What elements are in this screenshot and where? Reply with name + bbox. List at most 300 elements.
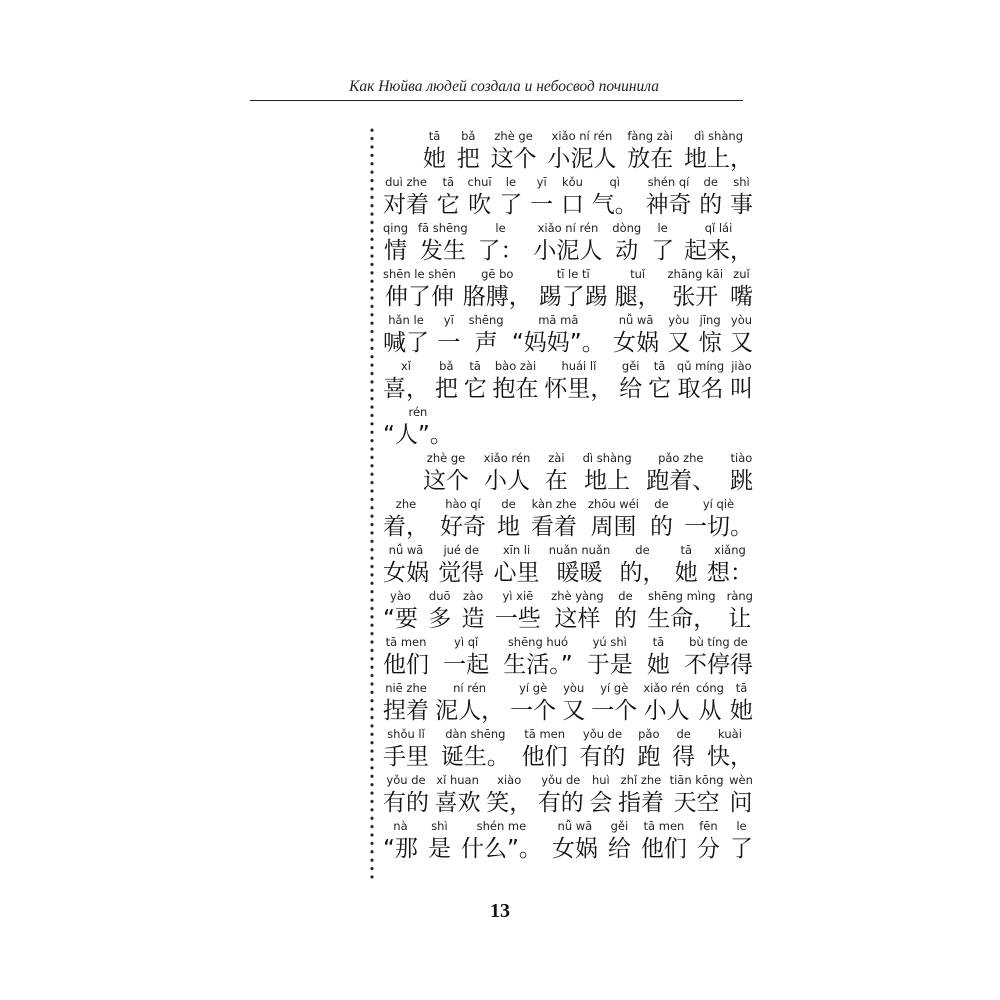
ruby-segment xyxy=(651,222,674,268)
pinyin-text: tā xyxy=(735,681,748,695)
hanzi-text: 小人 xyxy=(643,698,690,724)
pinyin-text: pǎo xyxy=(638,727,660,741)
ruby-segment xyxy=(668,268,724,314)
hanzi-text: 他们 xyxy=(521,744,568,770)
pinyin-text: yòu xyxy=(730,313,753,327)
hanzi-text: 有的 xyxy=(579,744,626,770)
hanzi-text: 让 xyxy=(728,606,752,632)
ruby-segment xyxy=(614,590,637,636)
hanzi-text: 又 xyxy=(729,330,753,356)
hanzi-text: 抱在 xyxy=(492,376,539,402)
pinyin-text: nǚ wā xyxy=(388,543,424,557)
ruby-segment xyxy=(497,498,520,544)
ruby-segment xyxy=(672,728,695,774)
pinyin-text: shēng huó xyxy=(507,635,569,649)
ruby-segment xyxy=(462,590,485,636)
pinyin-text: nuǎn nuǎn xyxy=(548,543,611,557)
hanzi-text: 看着 xyxy=(531,514,577,540)
ruby-segment xyxy=(530,176,553,222)
pinyin-text: fēn xyxy=(699,819,718,833)
pinyin-text: shēn le shēn xyxy=(383,267,456,281)
pinyin-text: dì shàng xyxy=(693,129,744,143)
pinyin-text: yī xyxy=(536,175,547,189)
ruby-segment xyxy=(383,682,429,728)
pinyin-text: duō xyxy=(428,589,451,603)
text-line xyxy=(383,820,753,866)
ruby-segment xyxy=(499,176,522,222)
hanzi-text: 一个 xyxy=(510,698,557,724)
hanzi-text: 的， xyxy=(619,560,666,586)
hanzi-text: 腿， xyxy=(614,284,661,310)
ruby-segment xyxy=(608,820,631,866)
pinyin-text: xǐ xyxy=(400,359,411,373)
hanzi-text: 吹 xyxy=(468,192,492,218)
ruby-segment xyxy=(495,590,541,636)
hanzi-text: 气。 xyxy=(591,192,638,218)
ruby-segment xyxy=(615,268,661,314)
pinyin-text: de xyxy=(676,727,691,741)
hanzi-text: 地上 xyxy=(584,468,631,494)
ruby-segment xyxy=(647,636,670,682)
pinyin-text: jiào xyxy=(731,359,752,373)
ruby-segment xyxy=(538,774,584,820)
pinyin-text: tā xyxy=(428,129,441,143)
hanzi-text: 小人 xyxy=(483,468,530,494)
hanzi-text: 着， xyxy=(383,514,429,540)
pinyin-text: tiào xyxy=(730,451,753,465)
ruby-segment xyxy=(730,176,753,222)
pinyin-text: de xyxy=(618,589,633,603)
hanzi-text: 了 xyxy=(651,238,675,264)
hanzi-text: 跑着、 xyxy=(646,468,716,494)
hanzi-text: 跑 xyxy=(637,744,661,770)
ruby-segment xyxy=(457,130,480,176)
hanzi-text: 于是 xyxy=(586,652,633,678)
hanzi-text: 一个 xyxy=(591,698,638,724)
ruby-segment xyxy=(697,820,720,866)
ruby-segment xyxy=(383,360,429,406)
ruby-segment xyxy=(522,728,568,774)
ruby-segment xyxy=(428,590,451,636)
hanzi-text: 口 xyxy=(560,192,584,218)
pinyin-text: de xyxy=(703,175,718,189)
ruby-segment xyxy=(539,268,608,314)
pinyin-text: niē zhe xyxy=(385,681,427,695)
hanzi-text: 的 xyxy=(613,606,637,632)
ruby-segment xyxy=(645,176,691,222)
ruby-segment xyxy=(545,452,568,498)
ruby-segment xyxy=(729,774,753,820)
pinyin-text: qì xyxy=(609,175,620,189)
pinyin-text: wèn xyxy=(729,773,753,787)
ruby-segment xyxy=(383,406,453,452)
hanzi-text: 起来， xyxy=(683,238,753,264)
text-line xyxy=(383,314,753,360)
ruby-segment xyxy=(684,636,753,682)
ruby-segment xyxy=(383,222,408,268)
ruby-segment xyxy=(592,176,638,222)
ruby-segment xyxy=(383,314,429,360)
ruby-segment xyxy=(637,728,660,774)
pinyin-text: le xyxy=(495,221,506,235)
pinyin-text: dàn shēng xyxy=(445,727,506,741)
pinyin-text: pǎo zhe xyxy=(658,451,704,465)
ruby-segment xyxy=(510,682,556,728)
hanzi-text: 多 xyxy=(428,606,452,632)
text-line xyxy=(383,452,753,498)
pinyin-text: gē bo xyxy=(481,267,514,281)
hanzi-text: 心里 xyxy=(493,560,540,586)
pinyin-text: yì xiē xyxy=(502,589,534,603)
pinyin-text: mā mā xyxy=(538,313,579,327)
ruby-segment xyxy=(677,360,724,406)
hanzi-text: 捏着 xyxy=(383,698,429,724)
pinyin-text: yǒu de xyxy=(386,773,426,787)
ruby-segment xyxy=(551,590,604,636)
hanzi-text: 他们 xyxy=(383,652,429,678)
pinyin-text: bào zài xyxy=(494,359,537,373)
ruby-segment xyxy=(730,360,753,406)
hanzi-text: 指着 xyxy=(617,790,664,816)
ruby-segment xyxy=(618,774,664,820)
running-title: Как Нюйва людей создала и небосвод починила xyxy=(349,78,659,95)
hanzi-text: 放在 xyxy=(627,146,674,172)
hanzi-text: 什么”。 xyxy=(460,836,542,862)
pinyin-text: tī le tī xyxy=(556,267,590,281)
pinyin-text: xiào xyxy=(497,773,522,787)
ruby-segment xyxy=(684,130,753,176)
ruby-segment xyxy=(667,314,690,360)
hanzi-text: 生命， xyxy=(647,606,717,632)
text-line xyxy=(383,130,753,176)
ruby-segment xyxy=(438,544,484,590)
pinyin-text: chuī xyxy=(467,175,492,189)
hanzi-text: 踢了踢 xyxy=(538,284,608,310)
ruby-segment xyxy=(613,314,659,360)
ruby-segment xyxy=(486,774,532,820)
hanzi-text: 它 xyxy=(648,376,672,402)
pinyin-text: zhāng kāi xyxy=(667,267,724,281)
pinyin-text: fàng zài xyxy=(627,129,673,143)
hanzi-text: 了： xyxy=(477,238,524,264)
hanzi-text: 事 xyxy=(730,192,753,218)
pinyin-text: le xyxy=(657,221,668,235)
hanzi-text: 的 xyxy=(649,514,673,540)
ruby-segment xyxy=(383,590,418,636)
pinyin-text: bù tíng de xyxy=(689,635,748,649)
pinyin-text: shén qí xyxy=(647,175,690,189)
hanzi-text: 发生 xyxy=(419,238,466,264)
hanzi-text: 他们 xyxy=(640,836,687,862)
ruby-segment xyxy=(675,544,698,590)
ruby-segment xyxy=(437,176,460,222)
hanzi-text: 把 xyxy=(456,146,480,172)
hanzi-text: 它 xyxy=(463,376,487,402)
text-line xyxy=(383,774,753,820)
pinyin-text: yí qiè xyxy=(702,497,735,511)
hanzi-text: 生活。” xyxy=(503,652,573,678)
pinyin-text: zhǐ zhe xyxy=(620,773,662,787)
ruby-segment xyxy=(727,590,753,636)
ruby-segment xyxy=(531,498,577,544)
hanzi-text: 快， xyxy=(706,744,753,770)
hanzi-text: 有的 xyxy=(383,790,429,816)
hanzi-text: “那 xyxy=(383,836,418,862)
ruby-segment xyxy=(435,774,481,820)
pinyin-text: shēng mìng xyxy=(648,589,716,603)
ruby-segment xyxy=(383,498,429,544)
ruby-segment xyxy=(437,314,460,360)
pinyin-text: xiǎng xyxy=(714,543,746,557)
pinyin-text: kuài xyxy=(718,727,742,741)
pinyin-text: xīn li xyxy=(502,543,531,557)
ruby-segment xyxy=(552,820,598,866)
text-line xyxy=(383,222,753,268)
text-line xyxy=(383,636,753,682)
pinyin-text: shǒu lǐ xyxy=(387,727,425,741)
ruby-segment xyxy=(493,360,539,406)
ruby-segment xyxy=(684,498,753,544)
hanzi-text: 天空 xyxy=(673,790,720,816)
ruby-segment xyxy=(643,682,690,728)
hanzi-text: 怀里， xyxy=(544,376,614,402)
hanzi-text: 一些 xyxy=(494,606,541,632)
ruby-segment xyxy=(707,728,753,774)
hanzi-text: 的 xyxy=(699,192,723,218)
ruby-segment xyxy=(547,130,616,176)
text-line xyxy=(383,544,753,590)
pinyin-text: zuǐ xyxy=(733,267,750,281)
pinyin-text: yòu xyxy=(563,681,585,695)
hanzi-text: 她 xyxy=(674,560,698,586)
ruby-segment xyxy=(648,360,671,406)
pinyin-text: dòng xyxy=(612,221,642,235)
pinyin-text: yì qǐ xyxy=(454,635,479,649)
ruby-segment xyxy=(484,452,531,498)
ruby-segment xyxy=(383,820,418,866)
ruby-segment xyxy=(647,590,716,636)
pinyin-text: tuǐ xyxy=(630,267,646,281)
ruby-segment xyxy=(441,728,510,774)
pinyin-text: zhe xyxy=(395,497,417,511)
pinyin-text: tā men xyxy=(385,635,427,649)
ruby-segment xyxy=(707,544,753,590)
pinyin-text: bǎ xyxy=(439,359,454,373)
ruby-segment xyxy=(612,222,641,268)
ruby-segment xyxy=(383,544,429,590)
hanzi-text: 胳膊， xyxy=(462,284,532,310)
pinyin-text: de xyxy=(654,497,669,511)
hanzi-text: 声 xyxy=(474,330,498,356)
hanzi-text: 不停得 xyxy=(683,652,753,678)
hanzi-text: 喜欢 xyxy=(434,790,481,816)
hanzi-text: 喜， xyxy=(383,376,429,402)
pinyin-text: tā men xyxy=(643,819,685,833)
pinyin-text: ràng xyxy=(726,589,753,603)
ruby-segment xyxy=(478,222,524,268)
hanzi-text: 女娲 xyxy=(613,330,660,356)
pinyin-text: yí gè xyxy=(519,681,548,695)
text-line xyxy=(383,176,753,222)
hanzi-text: 从 xyxy=(698,698,722,724)
hanzi-text: 了 xyxy=(729,836,753,862)
hanzi-text: 叫 xyxy=(729,376,753,402)
ruby-segment xyxy=(544,360,613,406)
ruby-segment xyxy=(619,544,665,590)
pinyin-text: shì xyxy=(733,175,750,189)
ruby-segment xyxy=(730,682,753,728)
text-line xyxy=(383,360,753,406)
hanzi-text: 取名 xyxy=(677,376,724,402)
ruby-segment xyxy=(646,452,715,498)
hanzi-text: 又 xyxy=(562,698,586,724)
hanzi-text: 把 xyxy=(434,376,458,402)
ruby-segment xyxy=(699,314,722,360)
dotted-margin-line xyxy=(370,126,374,882)
ruby-segment xyxy=(579,728,625,774)
ruby-segment xyxy=(619,360,642,406)
pinyin-text-block xyxy=(383,130,753,866)
pinyin-text: cóng xyxy=(695,681,724,695)
ruby-segment xyxy=(423,452,469,498)
ruby-segment xyxy=(641,820,687,866)
pinyin-text: huái lǐ xyxy=(561,359,597,373)
pinyin-text: nǚ wā xyxy=(618,313,654,327)
pinyin-text: le xyxy=(736,819,747,833)
hanzi-text: 是 xyxy=(427,836,451,862)
ruby-segment xyxy=(423,130,446,176)
ruby-segment xyxy=(468,176,492,222)
page-number: 13 xyxy=(490,900,510,922)
hanzi-text: 跳 xyxy=(729,468,753,494)
ruby-segment xyxy=(730,452,753,498)
hanzi-text: 一起 xyxy=(443,652,490,678)
text-line xyxy=(383,268,753,314)
pinyin-text: duì zhe xyxy=(385,175,427,189)
pinyin-text: xiǎo rén xyxy=(483,451,531,465)
hanzi-text: 伸了伸 xyxy=(384,284,454,310)
pinyin-text: yǒu de xyxy=(541,773,581,787)
ruby-segment xyxy=(461,820,542,866)
ruby-segment xyxy=(562,682,585,728)
pinyin-text: dì shàng xyxy=(582,451,632,465)
text-line xyxy=(383,498,753,544)
hanzi-text: 给 xyxy=(607,836,631,862)
pinyin-text: yī xyxy=(443,313,454,327)
hanzi-text: “人”。 xyxy=(383,422,453,448)
pinyin-text: zhōu wéi xyxy=(588,497,639,511)
ruby-segment xyxy=(464,360,487,406)
pinyin-text: gěi xyxy=(610,819,629,833)
pinyin-text: le xyxy=(505,175,517,189)
hanzi-text: 情 xyxy=(384,238,408,264)
hanzi-text: 这个 xyxy=(490,146,537,172)
pinyin-text: tiān kōng xyxy=(669,773,724,787)
ruby-segment xyxy=(533,222,602,268)
hanzi-text: 好奇 xyxy=(440,514,486,540)
hanzi-text: 又 xyxy=(667,330,691,356)
page-header xyxy=(250,70,743,101)
hanzi-text: 地 xyxy=(497,514,520,540)
pinyin-text: bǎ xyxy=(461,129,476,143)
ruby-segment xyxy=(503,636,572,682)
pinyin-text: jué de xyxy=(443,543,480,557)
hanzi-text: 惊 xyxy=(698,330,722,356)
hanzi-text: 小泥人 xyxy=(547,146,617,172)
ruby-segment xyxy=(730,820,753,866)
hanzi-text: 在 xyxy=(544,468,568,494)
pinyin-text: qing xyxy=(383,221,409,235)
hanzi-text: 造 xyxy=(461,606,485,632)
hanzi-text: 一 xyxy=(437,330,461,356)
hanzi-text: 有的 xyxy=(537,790,584,816)
pinyin-text: huì xyxy=(591,773,610,787)
ruby-segment xyxy=(583,452,632,498)
hanzi-text: 暖暖 xyxy=(556,560,603,586)
pinyin-text: qǔ míng xyxy=(676,359,725,373)
pinyin-text: xiǎo rén xyxy=(643,681,690,695)
pinyin-text: zhè yàng xyxy=(551,589,604,603)
ruby-segment xyxy=(627,130,673,176)
hanzi-text: 张开 xyxy=(672,284,719,310)
ruby-segment xyxy=(435,682,504,728)
hanzi-text: 小泥人 xyxy=(533,238,603,264)
hanzi-text: 对着 xyxy=(383,192,429,218)
hanzi-text: 周围 xyxy=(590,514,637,540)
pinyin-text: xǐ huan xyxy=(436,773,479,787)
hanzi-text: 给 xyxy=(619,376,643,402)
hanzi-text: 问 xyxy=(729,790,753,816)
ruby-segment xyxy=(469,314,504,360)
hanzi-text: 这个 xyxy=(423,468,469,494)
pinyin-text: shēng xyxy=(468,313,504,327)
pinyin-text: hào qí xyxy=(445,497,481,511)
pinyin-text: hǎn le xyxy=(388,313,424,327)
ruby-segment xyxy=(418,222,468,268)
pinyin-text: tā xyxy=(652,635,665,649)
ruby-segment xyxy=(730,268,753,314)
pinyin-text: kàn zhe xyxy=(531,497,577,511)
ruby-segment xyxy=(494,544,540,590)
text-line xyxy=(383,590,753,636)
pinyin-text: zài xyxy=(548,451,565,465)
pinyin-text: zhè ge xyxy=(494,129,533,143)
ruby-segment xyxy=(549,544,610,590)
pinyin-text: tā xyxy=(680,543,693,557)
hanzi-text: 她 xyxy=(423,146,446,172)
hanzi-text: 得 xyxy=(672,744,696,770)
hanzi-text: 她 xyxy=(729,698,753,724)
ruby-segment xyxy=(588,498,639,544)
hanzi-text: 动 xyxy=(615,238,639,264)
ruby-segment xyxy=(383,774,429,820)
hanzi-text: 女娲 xyxy=(383,560,429,586)
hanzi-text: 神奇 xyxy=(645,192,692,218)
ruby-segment xyxy=(589,774,612,820)
hanzi-text: 嘴 xyxy=(729,284,753,310)
ruby-segment xyxy=(650,498,673,544)
ruby-segment xyxy=(684,222,753,268)
pinyin-text: qǐ lái xyxy=(704,221,733,235)
ruby-segment xyxy=(435,360,458,406)
ruby-segment xyxy=(512,314,605,360)
ruby-segment xyxy=(561,176,584,222)
hanzi-text: 喊了 xyxy=(383,330,429,356)
pinyin-text: nà xyxy=(393,819,408,833)
ruby-segment xyxy=(383,176,429,222)
hanzi-text: 会 xyxy=(589,790,613,816)
pinyin-text: shì xyxy=(431,819,448,833)
